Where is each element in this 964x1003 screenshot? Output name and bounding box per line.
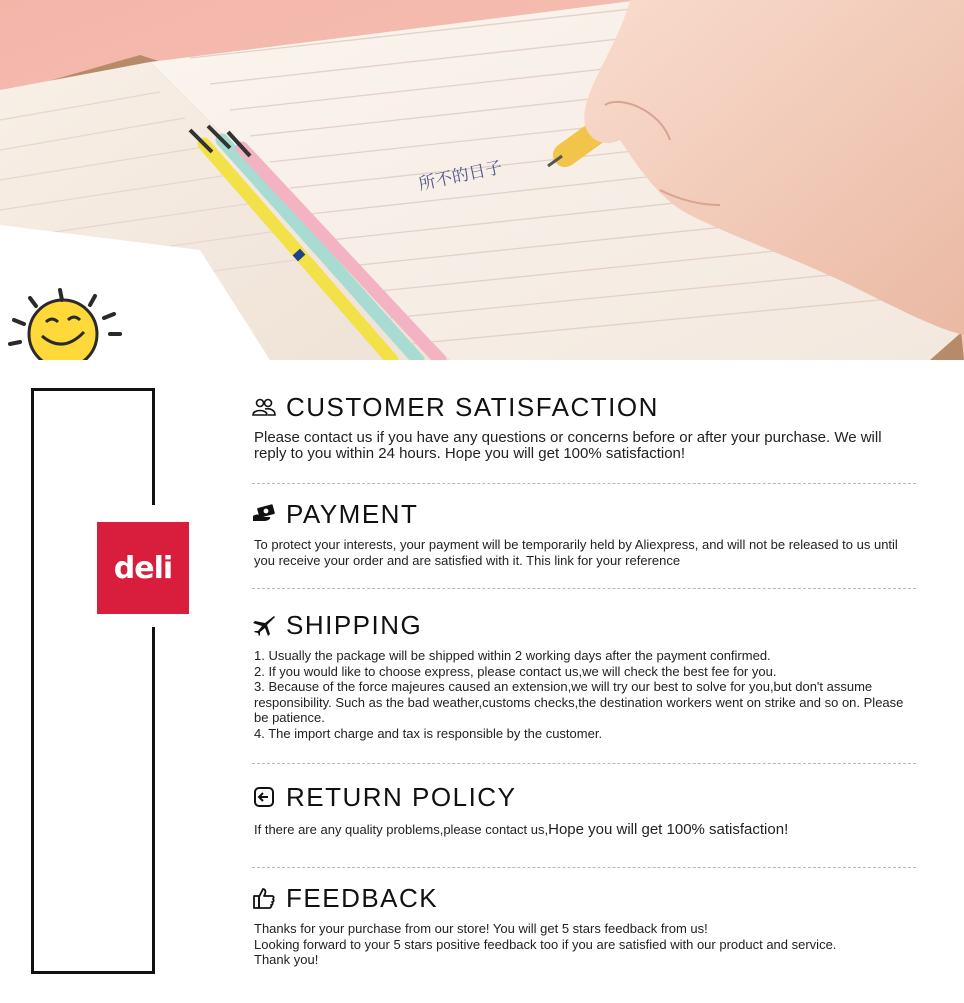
text-line: Looking forward to your 5 stars positive feedback too if you are satisfied with our product and service. xyxy=(254,936,837,952)
section-text xyxy=(254,537,916,568)
section-title: FEEDBACK xyxy=(286,882,439,913)
section-payment xyxy=(252,499,916,568)
section-title: PAYMENT xyxy=(286,498,419,529)
text-line: Please contact us if you have any questions or concerns before or after your purchase. We will reply to you within 24 hours. Hope you will get 100% satisfaction! xyxy=(254,429,882,462)
section-feedback xyxy=(252,883,916,968)
hero-photo xyxy=(0,0,964,360)
section-text xyxy=(254,430,916,462)
section-text xyxy=(254,822,916,838)
thumbs-up-icon xyxy=(252,886,276,910)
section-title: SHIPPING xyxy=(286,609,423,640)
people-icon xyxy=(252,395,276,419)
section-text xyxy=(254,648,916,741)
divider xyxy=(252,483,916,484)
section-shipping xyxy=(252,610,916,741)
section-customer-satisfaction xyxy=(252,392,916,462)
divider xyxy=(252,588,916,589)
section-return-policy xyxy=(252,782,916,838)
money-hand-icon xyxy=(252,502,276,526)
handwriting-text: 所不的日子 xyxy=(416,157,505,195)
text-line: Thanks for your purchase from our store! You will get 5 stars feedback from us! xyxy=(254,921,708,936)
text-line: 4. The import charge and tax is responsible by the customer. xyxy=(254,725,603,741)
text-line: To protect your interests, your payment will be temporarily held by Aliexpress, and will not be released to us until you receive your order and are satisfied with it. This link for your reference xyxy=(254,537,898,568)
airplane-icon xyxy=(252,613,276,637)
section-title: CUSTOMER SATISFACTION xyxy=(286,391,659,422)
text-line: 3. Because of the force majeures caused an extension,we will try our best to solve for you,but don't assume responsibility. Such as the bad weather,customs checks,the destination workers went on strike and so on. Please be patience. xyxy=(254,679,904,725)
text-part: If there are any quality problems,please contact us, xyxy=(254,822,549,837)
text-line: 1. Usually the package will be shipped within 2 working days after the payment confirmed. xyxy=(254,648,771,663)
return-icon xyxy=(252,785,276,809)
section-title: RETURN POLICY xyxy=(286,781,517,812)
divider xyxy=(252,763,916,764)
section-text xyxy=(254,921,916,968)
logo-text: deli xyxy=(113,550,173,586)
text-line: 2. If you would like to choose express, please contact us,we will check the best fee for you. xyxy=(254,663,777,679)
deli-logo xyxy=(97,522,189,614)
text-line: Thank you! xyxy=(254,952,319,967)
divider xyxy=(252,867,916,868)
text-part: Hope you will get 100% satisfaction! xyxy=(548,821,789,838)
brand-frame xyxy=(31,388,155,974)
